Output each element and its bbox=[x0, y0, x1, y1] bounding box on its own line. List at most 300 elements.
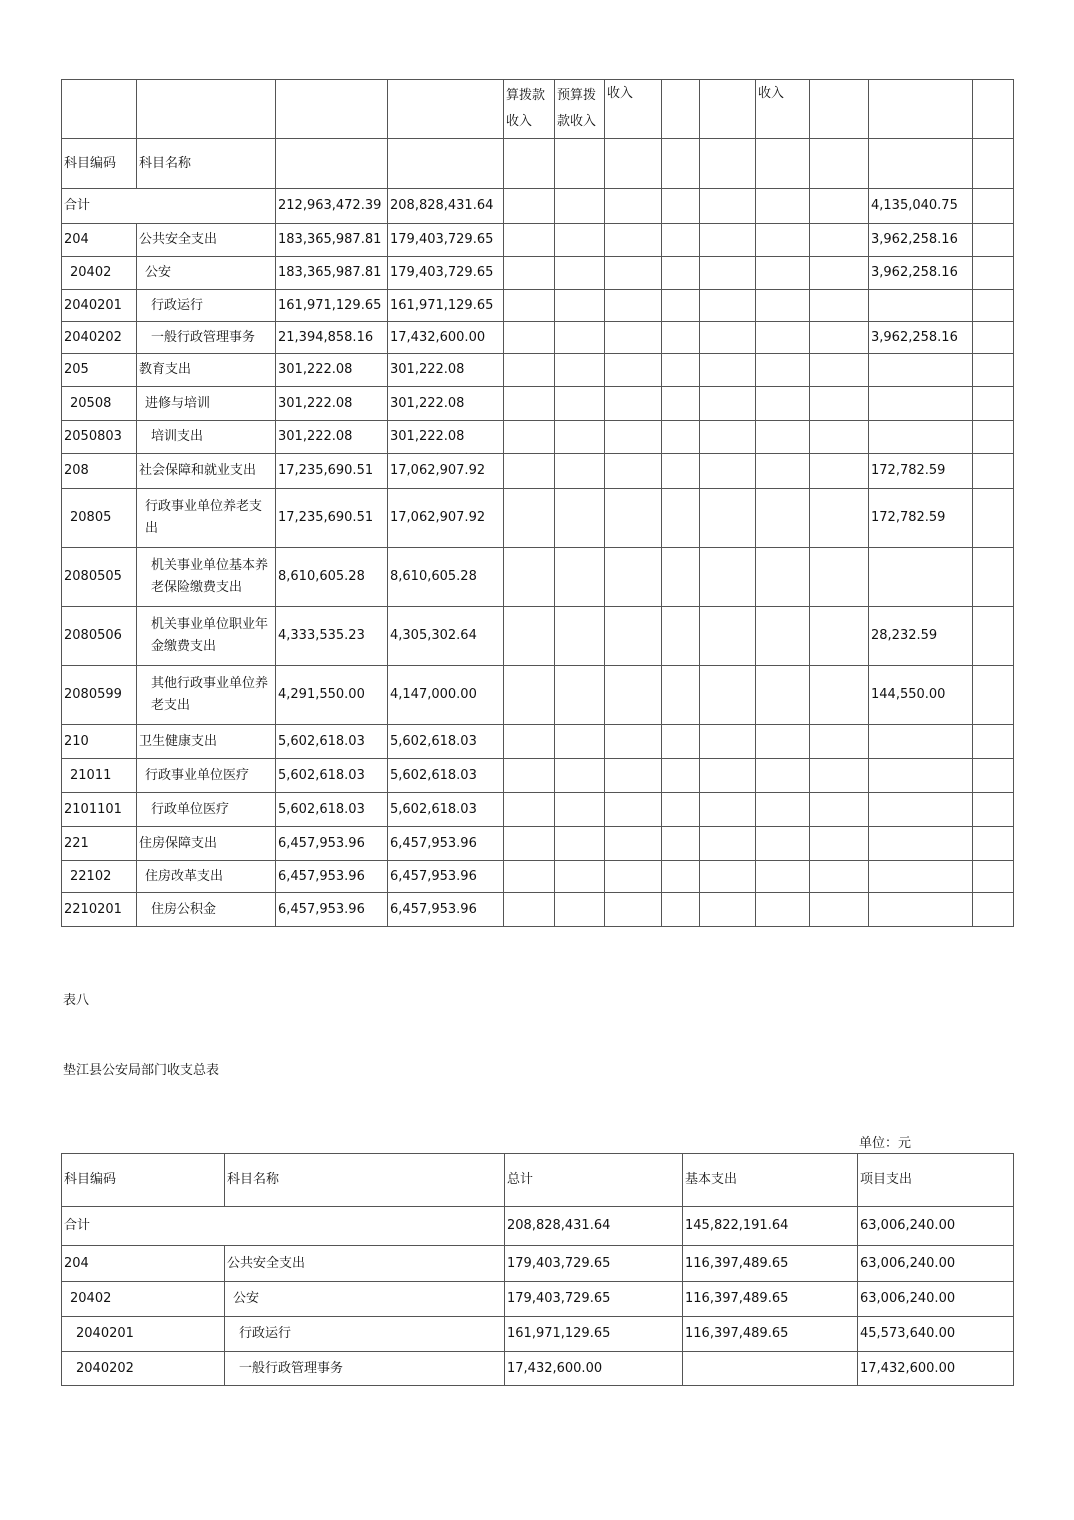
table-cell: 6,457,953.96 bbox=[388, 827, 504, 861]
table-cell bbox=[869, 793, 973, 827]
table-cell bbox=[700, 725, 756, 759]
table-cell: 116,397,489.65 bbox=[683, 1282, 858, 1317]
table-cell bbox=[700, 666, 756, 725]
table-cell bbox=[700, 224, 756, 257]
table-cell bbox=[810, 827, 869, 861]
table-cell bbox=[700, 189, 756, 224]
table-cell bbox=[810, 224, 869, 257]
table-cell: 机关事业单位职业年金缴费支出 bbox=[137, 607, 276, 666]
table-cell: 住房保障支出 bbox=[137, 827, 276, 861]
table-header-row bbox=[62, 139, 1014, 189]
table-cell bbox=[504, 607, 555, 666]
table-cell: 301,222.08 bbox=[388, 421, 504, 454]
table-cell bbox=[700, 454, 756, 489]
table-cell bbox=[700, 489, 756, 548]
table-cell bbox=[810, 421, 869, 454]
table-cell bbox=[700, 548, 756, 607]
table-cell: 17,235,690.51 bbox=[276, 489, 388, 548]
table-cell: 17,062,907.92 bbox=[388, 489, 504, 548]
table-cell: 6,457,953.96 bbox=[276, 861, 388, 893]
table-cell bbox=[756, 322, 810, 354]
table-cell bbox=[973, 322, 1014, 354]
table-cell: 5,602,618.03 bbox=[276, 725, 388, 759]
table-cell bbox=[810, 387, 869, 421]
table-cell: 4,135,040.75 bbox=[869, 189, 973, 224]
table-cell bbox=[504, 290, 555, 322]
table-cell: 116,397,489.65 bbox=[683, 1317, 858, 1352]
header-cell: 算拨款收入 bbox=[504, 80, 555, 139]
table-cell bbox=[504, 548, 555, 607]
table-cell bbox=[973, 421, 1014, 454]
table-cell bbox=[756, 354, 810, 387]
table-cell bbox=[605, 827, 662, 861]
header-cell bbox=[276, 80, 388, 139]
table-cell bbox=[504, 759, 555, 793]
table-cell bbox=[605, 454, 662, 489]
table-cell bbox=[810, 454, 869, 489]
table-cell bbox=[756, 548, 810, 607]
table-cell: 179,403,729.65 bbox=[388, 224, 504, 257]
table-cell: 2080505 bbox=[62, 548, 137, 607]
table-cell bbox=[973, 827, 1014, 861]
table-cell bbox=[555, 387, 605, 421]
table-cell bbox=[662, 793, 700, 827]
table-cell bbox=[662, 861, 700, 893]
table-cell bbox=[869, 861, 973, 893]
table-row bbox=[62, 861, 1014, 893]
table-cell bbox=[662, 725, 700, 759]
header-cell bbox=[662, 80, 700, 139]
table-cell: 2210201 bbox=[62, 893, 137, 927]
table-cell: 301,222.08 bbox=[276, 354, 388, 387]
table-cell bbox=[810, 257, 869, 290]
table-cell bbox=[756, 759, 810, 793]
table-row bbox=[62, 290, 1014, 322]
table-cell bbox=[605, 257, 662, 290]
table-body bbox=[62, 1207, 1014, 1386]
table-row bbox=[62, 548, 1014, 607]
table-cell bbox=[555, 322, 605, 354]
table-cell bbox=[662, 607, 700, 666]
table-cell bbox=[605, 607, 662, 666]
table-cell: 63,006,240.00 bbox=[858, 1282, 1014, 1317]
table-cell bbox=[810, 861, 869, 893]
table-cell: 合计 bbox=[62, 189, 276, 224]
table-cell bbox=[605, 759, 662, 793]
table-cell: 合计 bbox=[62, 1207, 505, 1246]
table-cell: 3,962,258.16 bbox=[869, 322, 973, 354]
table-cell bbox=[555, 354, 605, 387]
table-header-row bbox=[62, 80, 1014, 139]
table-cell: 63,006,240.00 bbox=[858, 1246, 1014, 1282]
table-cell: 3,962,258.16 bbox=[869, 224, 973, 257]
table-cell: 2080599 bbox=[62, 666, 137, 725]
table-cell bbox=[605, 224, 662, 257]
table-cell: 161,971,129.65 bbox=[505, 1317, 683, 1352]
table-cell bbox=[662, 257, 700, 290]
header-cell bbox=[62, 80, 137, 139]
table-cell: 208,828,431.64 bbox=[388, 189, 504, 224]
table-cell: 28,232.59 bbox=[869, 607, 973, 666]
table-cell: 21011 bbox=[62, 759, 137, 793]
table-row bbox=[62, 725, 1014, 759]
table-cell: 20805 bbox=[62, 489, 137, 548]
table-cell bbox=[662, 489, 700, 548]
table-cell bbox=[555, 489, 605, 548]
table-cell bbox=[605, 189, 662, 224]
table-row bbox=[62, 387, 1014, 421]
table-cell bbox=[504, 454, 555, 489]
table-cell bbox=[756, 454, 810, 489]
table-cell: 4,305,302.64 bbox=[388, 607, 504, 666]
table-cell bbox=[555, 290, 605, 322]
table-cell bbox=[756, 189, 810, 224]
table-cell: 行政单位医疗 bbox=[137, 793, 276, 827]
table-cell bbox=[700, 290, 756, 322]
table-cell: 教育支出 bbox=[137, 354, 276, 387]
header-cell bbox=[973, 80, 1014, 139]
table-cell bbox=[869, 387, 973, 421]
table-cell bbox=[662, 189, 700, 224]
table-cell bbox=[504, 489, 555, 548]
table-cell: 8,610,605.28 bbox=[388, 548, 504, 607]
table-cell: 210 bbox=[62, 725, 137, 759]
table-cell: 116,397,489.65 bbox=[683, 1246, 858, 1282]
table-cell: 2050803 bbox=[62, 421, 137, 454]
table-row bbox=[62, 607, 1014, 666]
table-cell bbox=[504, 387, 555, 421]
table-cell bbox=[555, 257, 605, 290]
table-cell bbox=[810, 322, 869, 354]
table-row bbox=[62, 1317, 1014, 1352]
table-cell bbox=[810, 189, 869, 224]
table-cell: 机关事业单位基本养老保险缴费支出 bbox=[137, 548, 276, 607]
table-cell bbox=[973, 290, 1014, 322]
table-cell bbox=[756, 893, 810, 927]
table-cell bbox=[869, 354, 973, 387]
header-cell: 收入 bbox=[605, 80, 662, 139]
table-cell bbox=[973, 257, 1014, 290]
table-cell bbox=[662, 354, 700, 387]
table-cell bbox=[869, 290, 973, 322]
table-cell: 2101101 bbox=[62, 793, 137, 827]
table-cell bbox=[810, 666, 869, 725]
table-cell: 5,602,618.03 bbox=[388, 725, 504, 759]
table-row bbox=[62, 1246, 1014, 1282]
table-cell bbox=[504, 861, 555, 893]
table-cell bbox=[700, 861, 756, 893]
table-cell: 5,602,618.03 bbox=[388, 759, 504, 793]
table-cell bbox=[700, 827, 756, 861]
table-row bbox=[62, 421, 1014, 454]
table-cell bbox=[756, 607, 810, 666]
table-cell: 221 bbox=[62, 827, 137, 861]
table-cell bbox=[555, 793, 605, 827]
header-name: 科目名称 bbox=[225, 1154, 505, 1207]
table-cell bbox=[555, 725, 605, 759]
table-label: 表八 bbox=[63, 993, 90, 1008]
table-cell bbox=[605, 387, 662, 421]
table-cell bbox=[869, 725, 973, 759]
table-cell bbox=[555, 827, 605, 861]
table-cell: 行政运行 bbox=[225, 1317, 505, 1352]
table-cell: 2040201 bbox=[62, 290, 137, 322]
table-header-row bbox=[62, 1154, 1014, 1207]
header-basic: 基本支出 bbox=[683, 1154, 858, 1207]
table-cell: 45,573,640.00 bbox=[858, 1317, 1014, 1352]
table-cell bbox=[810, 793, 869, 827]
table-cell: 一般行政管理事务 bbox=[137, 322, 276, 354]
table-row bbox=[62, 1282, 1014, 1317]
table-cell bbox=[973, 607, 1014, 666]
table-cell: 2080506 bbox=[62, 607, 137, 666]
table-cell bbox=[555, 454, 605, 489]
table-cell bbox=[700, 607, 756, 666]
table-cell bbox=[605, 548, 662, 607]
table-cell bbox=[973, 189, 1014, 224]
table-cell: 161,971,129.65 bbox=[276, 290, 388, 322]
table-title: 垫江县公安局部门收支总表 bbox=[63, 1063, 220, 1078]
table-cell: 5,602,618.03 bbox=[276, 793, 388, 827]
table-body bbox=[62, 189, 1014, 927]
table-cell bbox=[973, 548, 1014, 607]
budget-income-table bbox=[61, 79, 1014, 927]
table-cell bbox=[756, 257, 810, 290]
table-cell bbox=[662, 224, 700, 257]
table-cell bbox=[504, 666, 555, 725]
table-cell bbox=[504, 725, 555, 759]
table-cell bbox=[700, 793, 756, 827]
table-cell bbox=[973, 861, 1014, 893]
department-summary-table bbox=[61, 1153, 1014, 1386]
table-cell: 172,782.59 bbox=[869, 454, 973, 489]
table-row bbox=[62, 257, 1014, 290]
table-cell bbox=[504, 224, 555, 257]
table-row bbox=[62, 489, 1014, 548]
table-cell: 培训支出 bbox=[137, 421, 276, 454]
table-cell: 6,457,953.96 bbox=[276, 827, 388, 861]
table-cell: 4,333,535.23 bbox=[276, 607, 388, 666]
table-cell: 179,403,729.65 bbox=[505, 1246, 683, 1282]
header-cell bbox=[137, 80, 276, 139]
table-cell bbox=[605, 489, 662, 548]
table-cell bbox=[555, 666, 605, 725]
table-cell bbox=[700, 322, 756, 354]
table-cell bbox=[810, 759, 869, 793]
table-cell: 161,971,129.65 bbox=[388, 290, 504, 322]
unit-label: 单位：元 bbox=[859, 1136, 912, 1151]
table-cell: 208,828,431.64 bbox=[505, 1207, 683, 1246]
table-cell bbox=[869, 827, 973, 861]
table-cell bbox=[504, 827, 555, 861]
table-cell: 3,962,258.16 bbox=[869, 257, 973, 290]
table-cell: 20402 bbox=[62, 257, 137, 290]
table-cell bbox=[605, 666, 662, 725]
table-cell bbox=[756, 725, 810, 759]
table-cell: 行政事业单位医疗 bbox=[137, 759, 276, 793]
table-cell bbox=[810, 290, 869, 322]
table-cell bbox=[973, 725, 1014, 759]
table-cell bbox=[973, 387, 1014, 421]
table-cell: 20402 bbox=[62, 1282, 225, 1317]
table-cell bbox=[555, 607, 605, 666]
table-cell: 212,963,472.39 bbox=[276, 189, 388, 224]
table-cell: 63,006,240.00 bbox=[858, 1207, 1014, 1246]
table-cell bbox=[700, 354, 756, 387]
header-code: 科目编码 bbox=[62, 1154, 225, 1207]
table-row bbox=[62, 893, 1014, 927]
table-cell bbox=[504, 421, 555, 454]
header-cell bbox=[388, 80, 504, 139]
table-row bbox=[62, 322, 1014, 354]
table-row bbox=[62, 1207, 1014, 1246]
table-row bbox=[62, 1352, 1014, 1386]
table-cell: 17,062,907.92 bbox=[388, 454, 504, 489]
table-cell: 6,457,953.96 bbox=[276, 893, 388, 927]
header-total: 总计 bbox=[505, 1154, 683, 1207]
table-cell bbox=[555, 421, 605, 454]
table-cell bbox=[504, 257, 555, 290]
table-cell: 公安 bbox=[225, 1282, 505, 1317]
table-cell: 183,365,987.81 bbox=[276, 224, 388, 257]
header-cell bbox=[810, 80, 869, 139]
table-cell bbox=[756, 489, 810, 548]
table-cell bbox=[810, 725, 869, 759]
table-cell: 8,610,605.28 bbox=[276, 548, 388, 607]
table-cell bbox=[973, 454, 1014, 489]
table-cell bbox=[504, 322, 555, 354]
table-cell bbox=[605, 354, 662, 387]
table-cell bbox=[810, 354, 869, 387]
table-cell bbox=[756, 421, 810, 454]
table-cell bbox=[973, 354, 1014, 387]
table-row bbox=[62, 666, 1014, 725]
table-cell bbox=[973, 893, 1014, 927]
table-cell bbox=[810, 893, 869, 927]
table-cell bbox=[662, 893, 700, 927]
table-cell: 6,457,953.96 bbox=[388, 861, 504, 893]
table-cell: 301,222.08 bbox=[276, 421, 388, 454]
table-cell: 住房公积金 bbox=[137, 893, 276, 927]
table-row bbox=[62, 827, 1014, 861]
table-cell bbox=[662, 454, 700, 489]
table-cell: 208 bbox=[62, 454, 137, 489]
table-row bbox=[62, 454, 1014, 489]
table-cell: 145,822,191.64 bbox=[683, 1207, 858, 1246]
header-cell bbox=[869, 80, 973, 139]
table-cell bbox=[555, 189, 605, 224]
table-cell bbox=[555, 759, 605, 793]
table-row bbox=[62, 189, 1014, 224]
table-cell: 22102 bbox=[62, 861, 137, 893]
table-cell bbox=[662, 827, 700, 861]
table-cell bbox=[756, 666, 810, 725]
table-cell bbox=[605, 725, 662, 759]
table-cell bbox=[869, 548, 973, 607]
header-cell: 收入 bbox=[756, 80, 810, 139]
table-cell: 2040202 bbox=[62, 1352, 225, 1386]
table-cell: 179,403,729.65 bbox=[388, 257, 504, 290]
table-cell bbox=[700, 893, 756, 927]
table-cell bbox=[504, 793, 555, 827]
table-cell: 5,602,618.03 bbox=[276, 759, 388, 793]
header-project: 项目支出 bbox=[858, 1154, 1014, 1207]
table-cell bbox=[869, 421, 973, 454]
table-cell: 144,550.00 bbox=[869, 666, 973, 725]
table-cell bbox=[869, 759, 973, 793]
table-cell: 179,403,729.65 bbox=[505, 1282, 683, 1317]
table-cell bbox=[973, 759, 1014, 793]
table-row bbox=[62, 759, 1014, 793]
table-cell bbox=[555, 861, 605, 893]
table-cell bbox=[810, 489, 869, 548]
table-cell bbox=[555, 224, 605, 257]
table-cell bbox=[810, 548, 869, 607]
table-cell: 其他行政事业单位养老支出 bbox=[137, 666, 276, 725]
table-cell bbox=[662, 548, 700, 607]
table-cell: 公安 bbox=[137, 257, 276, 290]
table-cell bbox=[504, 354, 555, 387]
table-cell: 17,235,690.51 bbox=[276, 454, 388, 489]
table-cell: 住房改革支出 bbox=[137, 861, 276, 893]
table-cell: 17,432,600.00 bbox=[858, 1352, 1014, 1386]
table-cell: 2040201 bbox=[62, 1317, 225, 1352]
table-cell bbox=[700, 421, 756, 454]
table-cell bbox=[869, 893, 973, 927]
table-cell: 社会保障和就业支出 bbox=[137, 454, 276, 489]
table-cell bbox=[683, 1352, 858, 1386]
table-cell bbox=[662, 290, 700, 322]
table-cell bbox=[973, 793, 1014, 827]
table-cell: 204 bbox=[62, 1246, 225, 1282]
table-cell: 301,222.08 bbox=[388, 354, 504, 387]
table-cell bbox=[555, 893, 605, 927]
table-row bbox=[62, 354, 1014, 387]
table-row bbox=[62, 793, 1014, 827]
table-cell: 21,394,858.16 bbox=[276, 322, 388, 354]
table-cell: 公共安全支出 bbox=[137, 224, 276, 257]
table-cell bbox=[605, 290, 662, 322]
table-cell bbox=[662, 666, 700, 725]
table-cell bbox=[756, 387, 810, 421]
table-cell bbox=[605, 793, 662, 827]
header-name: 科目名称 bbox=[137, 139, 276, 189]
table-cell: 205 bbox=[62, 354, 137, 387]
table-cell: 5,602,618.03 bbox=[388, 793, 504, 827]
table-cell: 4,291,550.00 bbox=[276, 666, 388, 725]
table-cell bbox=[756, 224, 810, 257]
table-cell bbox=[973, 666, 1014, 725]
table-row bbox=[62, 224, 1014, 257]
table-cell: 行政事业单位养老支出 bbox=[137, 489, 276, 548]
table-cell: 公共安全支出 bbox=[225, 1246, 505, 1282]
header-code: 科目编码 bbox=[62, 139, 137, 189]
table-cell bbox=[504, 893, 555, 927]
table-cell: 301,222.08 bbox=[388, 387, 504, 421]
table-cell bbox=[605, 861, 662, 893]
table-cell: 4,147,000.00 bbox=[388, 666, 504, 725]
table-cell bbox=[756, 861, 810, 893]
table-cell bbox=[504, 189, 555, 224]
table-cell bbox=[662, 322, 700, 354]
table-cell: 17,432,600.00 bbox=[388, 322, 504, 354]
table-cell: 2040202 bbox=[62, 322, 137, 354]
table-cell bbox=[810, 607, 869, 666]
table-cell: 行政运行 bbox=[137, 290, 276, 322]
table-cell: 183,365,987.81 bbox=[276, 257, 388, 290]
table-cell: 204 bbox=[62, 224, 137, 257]
table-cell: 6,457,953.96 bbox=[388, 893, 504, 927]
